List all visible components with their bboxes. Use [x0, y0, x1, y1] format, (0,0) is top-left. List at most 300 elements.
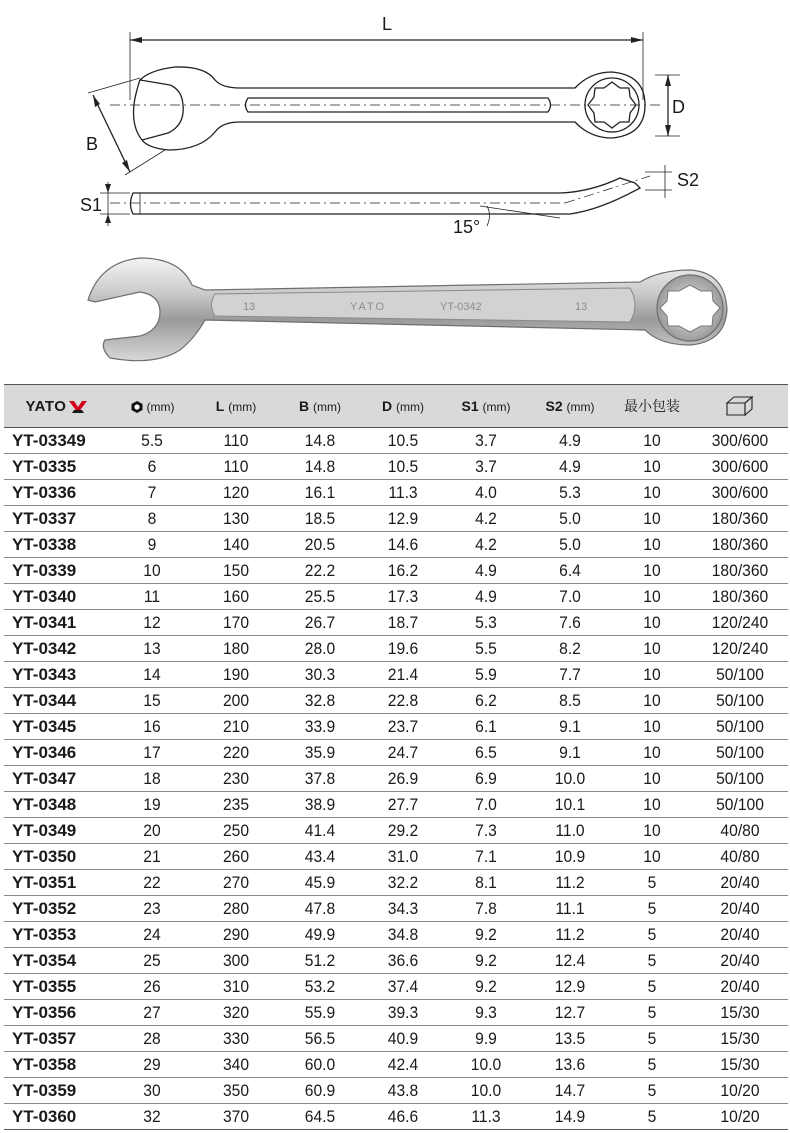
table-cell: 24.7 — [365, 740, 440, 766]
hexagon-socket-icon — [130, 400, 144, 414]
table-cell: 4.9 — [447, 558, 524, 584]
table-cell: 46.6 — [365, 1104, 440, 1130]
table-cell: 22 — [113, 870, 190, 896]
table-cell: 23 — [113, 896, 190, 922]
table-cell: 36.6 — [365, 948, 440, 974]
table-cell: 30.3 — [281, 662, 358, 688]
table-cell: 300 — [197, 948, 274, 974]
table-cell: 50/100 — [696, 662, 784, 688]
table-cell: 10.0 — [447, 1052, 524, 1078]
table-cell: 180/360 — [696, 584, 784, 610]
table-cell: 10/20 — [696, 1078, 784, 1104]
table-cell: 27.7 — [365, 792, 440, 818]
table-cell: 43.4 — [281, 844, 358, 870]
header-min-pack: 最小包装 — [612, 385, 692, 428]
cell-product-code: YT-0354 — [4, 948, 110, 974]
table-cell: 38.9 — [281, 792, 358, 818]
table-row — [4, 948, 788, 974]
table-row — [4, 792, 788, 818]
table-cell: 7.1 — [447, 844, 524, 870]
table-cell: 50/100 — [696, 792, 784, 818]
table-cell: 6.5 — [447, 740, 524, 766]
table-cell: 160 — [197, 584, 274, 610]
table-row — [4, 480, 788, 506]
table-cell: 10 — [615, 818, 689, 844]
table-row — [4, 610, 788, 636]
table-cell: 37.8 — [281, 766, 358, 792]
table-cell: 9.2 — [447, 974, 524, 1000]
table-row — [4, 584, 788, 610]
table-cell: 3.7 — [447, 428, 524, 454]
table-cell: 16 — [113, 714, 190, 740]
engraving-size-open: 13 — [243, 301, 256, 313]
table-cell: 180 — [197, 636, 274, 662]
table-cell: 10 — [615, 610, 689, 636]
table-cell: 11.3 — [447, 1104, 524, 1130]
table-cell: 40/80 — [696, 844, 784, 870]
table-cell: 140 — [197, 532, 274, 558]
table-cell: 8.1 — [447, 870, 524, 896]
engraving-size-ring: 13 — [575, 301, 588, 313]
header-D: D (mm) — [362, 385, 444, 428]
table-cell: 180/360 — [696, 506, 784, 532]
table-cell: 12.9 — [365, 506, 440, 532]
table-cell: 4.2 — [447, 506, 524, 532]
table-row — [4, 506, 788, 532]
table-cell: 190 — [197, 662, 274, 688]
table-row — [4, 1026, 788, 1052]
table-cell: 370 — [197, 1104, 274, 1130]
table-cell: 50/100 — [696, 688, 784, 714]
label-B: B — [86, 134, 99, 154]
cell-product-code: YT-0350 — [4, 844, 110, 870]
table-header-row — [4, 385, 788, 428]
cell-product-code: YT-0339 — [4, 558, 110, 584]
table-row — [4, 766, 788, 792]
table-cell: 26.7 — [281, 610, 358, 636]
table-cell: 12.4 — [531, 948, 608, 974]
table-cell: 15 — [113, 688, 190, 714]
table-cell: 10.0 — [447, 1078, 524, 1104]
cell-product-code: YT-0352 — [4, 896, 110, 922]
table-cell: 45.9 — [281, 870, 358, 896]
table-cell: 10 — [615, 480, 689, 506]
table-cell: 210 — [197, 714, 274, 740]
table-cell: 11.1 — [531, 896, 608, 922]
table-cell: 43.8 — [365, 1078, 440, 1104]
table-cell: 5 — [615, 974, 689, 1000]
table-cell: 20/40 — [696, 948, 784, 974]
table-cell: 14.8 — [281, 428, 358, 454]
table-cell: 32 — [113, 1104, 190, 1130]
table-cell: 30 — [113, 1078, 190, 1104]
table-cell: 10.9 — [531, 844, 608, 870]
table-cell: 6.9 — [447, 766, 524, 792]
table-cell: 10.1 — [531, 792, 608, 818]
table-cell: 5 — [615, 1026, 689, 1052]
header-B: B (mm) — [278, 385, 362, 428]
table-row — [4, 870, 788, 896]
label-S1: S1 — [80, 195, 103, 215]
table-cell: 320 — [197, 1000, 274, 1026]
table-row — [4, 454, 788, 480]
table-cell: 11 — [113, 584, 190, 610]
table-cell: 5 — [615, 1078, 689, 1104]
cell-product-code: YT-0356 — [4, 1000, 110, 1026]
table-row — [4, 688, 788, 714]
table-cell: 42.4 — [365, 1052, 440, 1078]
table-row — [4, 428, 788, 454]
table-cell: 10 — [615, 740, 689, 766]
table-cell: 51.2 — [281, 948, 358, 974]
table-cell: 28 — [113, 1026, 190, 1052]
table-cell: 11.2 — [531, 922, 608, 948]
table-row — [4, 558, 788, 584]
table-cell: 4.0 — [447, 480, 524, 506]
table-cell: 20.5 — [281, 532, 358, 558]
table-cell: 14.7 — [531, 1078, 608, 1104]
table-cell: 130 — [197, 506, 274, 532]
table-cell: 7.7 — [531, 662, 608, 688]
table-cell: 60.0 — [281, 1052, 358, 1078]
cell-product-code: YT-0349 — [4, 818, 110, 844]
table-cell: 10.0 — [531, 766, 608, 792]
table-cell: 235 — [197, 792, 274, 818]
table-cell: 13.5 — [531, 1026, 608, 1052]
cell-product-code: YT-0355 — [4, 974, 110, 1000]
table-cell: 6.2 — [447, 688, 524, 714]
cell-product-code: YT-0348 — [4, 792, 110, 818]
table-cell: 50/100 — [696, 766, 784, 792]
header-box — [692, 385, 788, 428]
table-cell: 110 — [197, 428, 274, 454]
table-cell: 5.3 — [447, 610, 524, 636]
label-D: D — [672, 97, 685, 117]
table-cell: 5.3 — [531, 480, 608, 506]
cell-product-code: YT-0347 — [4, 766, 110, 792]
table-cell: 7.8 — [447, 896, 524, 922]
box-icon — [725, 395, 755, 417]
table-cell: 330 — [197, 1026, 274, 1052]
header-S2: S2 (mm) — [528, 385, 612, 428]
table-cell: 13.6 — [531, 1052, 608, 1078]
table-cell: 11.0 — [531, 818, 608, 844]
table-cell: 34.8 — [365, 922, 440, 948]
table-cell: 13 — [113, 636, 190, 662]
table-row — [4, 922, 788, 948]
table-cell: 5 — [615, 896, 689, 922]
table-cell: 350 — [197, 1078, 274, 1104]
table-cell: 49.9 — [281, 922, 358, 948]
table-cell: 9.1 — [531, 740, 608, 766]
table-cell: 50/100 — [696, 740, 784, 766]
cell-product-code: YT-0344 — [4, 688, 110, 714]
table-cell: 11.2 — [531, 870, 608, 896]
table-cell: 310 — [197, 974, 274, 1000]
table-cell: 120/240 — [696, 636, 784, 662]
table-cell: 7.0 — [447, 792, 524, 818]
cell-product-code: YT-0341 — [4, 610, 110, 636]
table-cell: 300/600 — [696, 454, 784, 480]
table-cell: 19.6 — [365, 636, 440, 662]
cell-product-code: YT-0351 — [4, 870, 110, 896]
wrench-side-outline — [131, 178, 641, 214]
table-row — [4, 1052, 788, 1078]
wrench-photo-ring — [660, 285, 720, 332]
table-cell: 3.7 — [447, 454, 524, 480]
table-cell: 60.9 — [281, 1078, 358, 1104]
table-cell: 230 — [197, 766, 274, 792]
table-cell: 10 — [615, 844, 689, 870]
table-cell: 4.9 — [531, 428, 608, 454]
table-cell: 40/80 — [696, 818, 784, 844]
table-cell: 9.2 — [447, 922, 524, 948]
table-cell: 220 — [197, 740, 274, 766]
cell-product-code: YT-0360 — [4, 1104, 110, 1130]
cell-product-code: YT-0358 — [4, 1052, 110, 1078]
table-cell: 8.5 — [531, 688, 608, 714]
cell-product-code: YT-0335 — [4, 454, 110, 480]
table-cell: 21.4 — [365, 662, 440, 688]
header-brand — [4, 385, 110, 428]
table-cell: 19 — [113, 792, 190, 818]
cell-product-code: YT-0353 — [4, 922, 110, 948]
label-angle: 15° — [453, 217, 481, 237]
table-cell: 8.2 — [531, 636, 608, 662]
table-cell: 55.9 — [281, 1000, 358, 1026]
table-row — [4, 1000, 788, 1026]
table-cell: 20 — [113, 818, 190, 844]
table-cell: 5 — [615, 922, 689, 948]
table-cell: 5.0 — [531, 532, 608, 558]
table-cell: 9.3 — [447, 1000, 524, 1026]
table-cell: 10 — [615, 792, 689, 818]
table-cell: 23.7 — [365, 714, 440, 740]
table-row — [4, 896, 788, 922]
table-cell: 5.5 — [447, 636, 524, 662]
table-cell: 180/360 — [696, 558, 784, 584]
table-cell: 10.5 — [365, 454, 440, 480]
engraving-code: YT-0342 — [440, 301, 482, 313]
table-cell: 15/30 — [696, 1052, 784, 1078]
table-cell: 5 — [615, 870, 689, 896]
table-cell: 29 — [113, 1052, 190, 1078]
table-cell: 10 — [615, 662, 689, 688]
table-cell: 17.3 — [365, 584, 440, 610]
table-row — [4, 636, 788, 662]
table-row — [4, 974, 788, 1000]
brand-text: YATO — [25, 397, 67, 415]
table-cell: 7.3 — [447, 818, 524, 844]
label-S2: S2 — [677, 170, 700, 190]
table-cell: 10/20 — [696, 1104, 784, 1130]
table-cell: 56.5 — [281, 1026, 358, 1052]
table-cell: 15/30 — [696, 1000, 784, 1026]
table-cell: 14.6 — [365, 532, 440, 558]
table-cell: 5.9 — [447, 662, 524, 688]
table-cell: 28.0 — [281, 636, 358, 662]
table-cell: 5.0 — [531, 506, 608, 532]
cell-product-code: YT-0338 — [4, 532, 110, 558]
table-cell: 11.3 — [365, 480, 440, 506]
table-cell: 110 — [197, 454, 274, 480]
table-row — [4, 1104, 788, 1130]
table-cell: 18.5 — [281, 506, 358, 532]
header-size: (mm) — [110, 385, 194, 428]
table-cell: 9 — [113, 532, 190, 558]
table-row — [4, 740, 788, 766]
table-cell: 340 — [197, 1052, 274, 1078]
wrench-technical-drawing — [0, 0, 790, 240]
table-cell: 9.1 — [531, 714, 608, 740]
table-cell: 16.1 — [281, 480, 358, 506]
cell-product-code: YT-0359 — [4, 1078, 110, 1104]
table-cell: 33.9 — [281, 714, 358, 740]
table-cell: 4.9 — [447, 584, 524, 610]
table-cell: 20/40 — [696, 922, 784, 948]
table-cell: 27 — [113, 1000, 190, 1026]
table-cell: 10 — [615, 766, 689, 792]
table-cell: 24 — [113, 922, 190, 948]
table-cell: 5 — [615, 1104, 689, 1130]
table-cell: 5.5 — [113, 428, 190, 454]
table-cell: 41.4 — [281, 818, 358, 844]
wrench-top-outline — [140, 67, 645, 150]
table-cell: 180/360 — [696, 532, 784, 558]
table-cell: 17 — [113, 740, 190, 766]
table-cell: 14 — [113, 662, 190, 688]
table-cell: 10 — [113, 558, 190, 584]
wrench-photo — [0, 240, 790, 380]
cell-product-code: YT-0346 — [4, 740, 110, 766]
table-cell: 20/40 — [696, 896, 784, 922]
table-cell: 7 — [113, 480, 190, 506]
table-cell: 270 — [197, 870, 274, 896]
table-cell: 26.9 — [365, 766, 440, 792]
table-cell: 32.2 — [365, 870, 440, 896]
table-cell: 4.2 — [447, 532, 524, 558]
table-cell: 7.0 — [531, 584, 608, 610]
table-cell: 9.2 — [447, 948, 524, 974]
table-cell: 9.9 — [447, 1026, 524, 1052]
table-cell: 12.9 — [531, 974, 608, 1000]
table-cell: 5 — [615, 1052, 689, 1078]
table-cell: 120/240 — [696, 610, 784, 636]
table-cell: 150 — [197, 558, 274, 584]
table-row — [4, 844, 788, 870]
table-cell: 12.7 — [531, 1000, 608, 1026]
table-cell: 21 — [113, 844, 190, 870]
table-cell: 10 — [615, 454, 689, 480]
table-cell: 31.0 — [365, 844, 440, 870]
table-cell: 40.9 — [365, 1026, 440, 1052]
cell-product-code: YT-03349 — [4, 428, 110, 454]
table-cell: 290 — [197, 922, 274, 948]
table-cell: 34.3 — [365, 896, 440, 922]
label-L: L — [382, 14, 393, 34]
table-row — [4, 714, 788, 740]
table-cell: 22.8 — [365, 688, 440, 714]
table-cell: 29.2 — [365, 818, 440, 844]
table-cell: 53.2 — [281, 974, 358, 1000]
table-cell: 300/600 — [696, 480, 784, 506]
table-cell: 4.9 — [531, 454, 608, 480]
table-cell: 18 — [113, 766, 190, 792]
table-cell: 16.2 — [365, 558, 440, 584]
spec-table — [4, 384, 788, 1130]
table-cell: 10 — [615, 428, 689, 454]
table-row — [4, 1078, 788, 1104]
table-cell: 37.4 — [365, 974, 440, 1000]
table-cell: 25 — [113, 948, 190, 974]
table-cell: 300/600 — [696, 428, 784, 454]
table-cell: 20/40 — [696, 870, 784, 896]
table-cell: 6 — [113, 454, 190, 480]
table-cell: 8 — [113, 506, 190, 532]
cell-product-code: YT-0343 — [4, 662, 110, 688]
table-cell: 10 — [615, 636, 689, 662]
table-cell: 250 — [197, 818, 274, 844]
table-cell: 200 — [197, 688, 274, 714]
table-cell: 18.7 — [365, 610, 440, 636]
table-cell: 7.6 — [531, 610, 608, 636]
table-cell: 12 — [113, 610, 190, 636]
table-cell: 32.8 — [281, 688, 358, 714]
engraving-brand: YATO — [350, 301, 387, 313]
table-cell: 6.1 — [447, 714, 524, 740]
table-cell: 6.4 — [531, 558, 608, 584]
table-cell: 15/30 — [696, 1026, 784, 1052]
table-cell: 39.3 — [365, 1000, 440, 1026]
table-cell: 10 — [615, 506, 689, 532]
header-L: L (mm) — [194, 385, 278, 428]
cell-product-code: YT-0345 — [4, 714, 110, 740]
table-cell: 50/100 — [696, 714, 784, 740]
table-cell: 10 — [615, 532, 689, 558]
cell-product-code: YT-0357 — [4, 1026, 110, 1052]
table-cell: 10.5 — [365, 428, 440, 454]
cell-product-code: YT-0340 — [4, 584, 110, 610]
table-cell: 14.8 — [281, 454, 358, 480]
cell-product-code: YT-0342 — [4, 636, 110, 662]
table-cell: 5 — [615, 948, 689, 974]
table-cell: 260 — [197, 844, 274, 870]
header-S1: S1 (mm) — [444, 385, 528, 428]
table-row — [4, 818, 788, 844]
cell-product-code: YT-0336 — [4, 480, 110, 506]
table-cell: 47.8 — [281, 896, 358, 922]
table-cell: 170 — [197, 610, 274, 636]
table-cell: 20/40 — [696, 974, 784, 1000]
table-cell: 64.5 — [281, 1104, 358, 1130]
table-row — [4, 662, 788, 688]
table-cell: 35.9 — [281, 740, 358, 766]
table-cell: 26 — [113, 974, 190, 1000]
table-cell: 10 — [615, 688, 689, 714]
table-cell: 10 — [615, 558, 689, 584]
table-cell: 5 — [615, 1000, 689, 1026]
table-cell: 14.9 — [531, 1104, 608, 1130]
yato-logo-icon — [68, 400, 88, 414]
table-cell: 10 — [615, 714, 689, 740]
table-cell: 22.2 — [281, 558, 358, 584]
table-cell: 120 — [197, 480, 274, 506]
table-row — [4, 532, 788, 558]
cell-product-code: YT-0337 — [4, 506, 110, 532]
table-cell: 25.5 — [281, 584, 358, 610]
table-cell: 10 — [615, 584, 689, 610]
spec-table-body — [4, 428, 788, 1130]
